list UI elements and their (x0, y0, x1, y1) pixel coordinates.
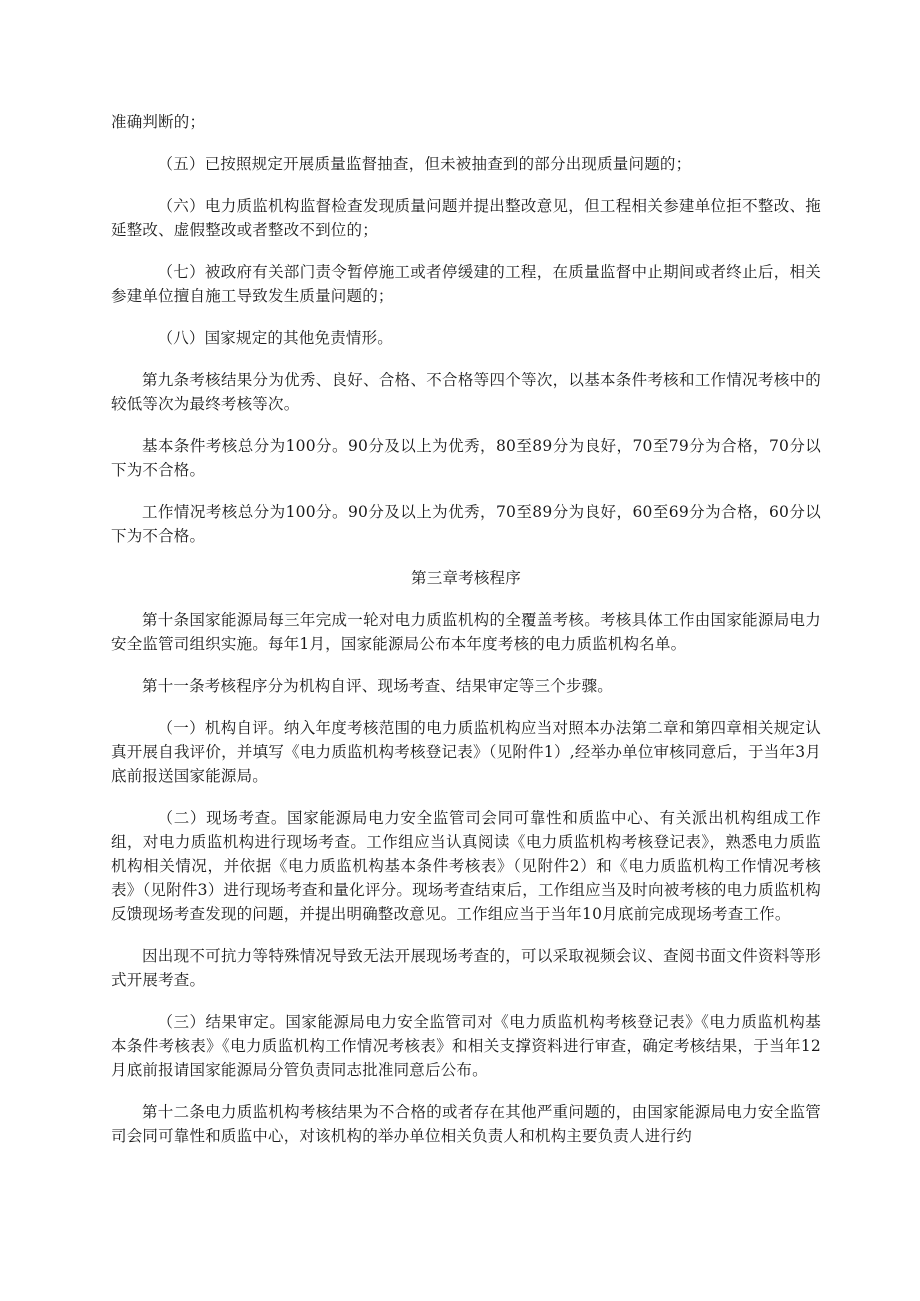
paragraph-work-score: 工作情况考核总分为100分。90分及以上为优秀，70至89分为良好，60至69分为合格，60分以下为不合格。 (111, 503, 821, 545)
paragraph-item-8: （八）国家规定的其他免责情形。 (157, 329, 394, 347)
paragraph-article-9: 第九条考核结果分为优秀、良好、合格、不合格等四个等次，以基本条件考核和工作情况考核中的较低等次为最终考核等次。 (111, 371, 821, 413)
paragraph-article-12: 第十二条电力质监机构考核结果为不合格的或者存在其他严重问题的，由国家能源局电力安全监管司会同可靠性和质监中心，对该机构的举办单位相关负责人和机构主要负责人进行约 (111, 1103, 821, 1145)
paragraph-item-5: （五）已按照规定开展质量监督抽查，但未被抽查到的部分出现质量问题的； (157, 155, 692, 173)
paragraph-step-3: （三）结果审定。国家能源局电力安全监管司对《电力质监机构考核登记表》《电力质监机构基本条件考核表》《电力质监机构工作情况考核表》和相关支撑资料进行审查，确定考核结果，于当年12月底前报请国家能源局分管负责同志批准同意后公布。 (111, 1013, 821, 1079)
paragraph-force-majeure: 因出现不可抗力等特殊情况导致无法开展现场考查的，可以采取视频会议、查阅书面文件资料等形式开展考查。 (111, 947, 821, 989)
paragraph-item-6: （六）电力质监机构监督检查发现质量问题并提出整改意见，但工程相关参建单位拒不整改、拖延整改、虚假整改或者整改不到位的； (111, 197, 821, 239)
paragraph-step-1: （一）机构自评。纳入年度考核范围的电力质监机构应当对照本办法第二章和第四章相关规定认真开展自我评价，并填写《电力质监机构考核登记表》（见附件1）,经举办单位审核同意后，于当年3月底前报送国家能源局。 (111, 719, 821, 785)
paragraph-continued: 准确判断的； (111, 113, 206, 131)
paragraph-article-10: 第十条国家能源局每三年完成一轮对电力质监机构的全覆盖考核。考核具体工作由国家能源局电力安全监管司组织实施。每年1月，国家能源局公布本年度考核的电力质监机构名单。 (111, 611, 821, 653)
paragraph-item-7: （七）被政府有关部门责令暂停施工或者停缓建的工程，在质量监督中止期间或者终止后，相关参建单位擅自施工导致发生质量问题的； (111, 263, 821, 305)
paragraph-basic-score: 基本条件考核总分为100分。90分及以上为优秀，80至89分为良好，70至79分为合格，70分以下为不合格。 (111, 437, 821, 479)
document-page (111, 110, 821, 1166)
chapter-heading: 第三章考核程序 (411, 569, 521, 587)
paragraph-step-2: （二）现场考查。国家能源局电力安全监管司会同可靠性和质监中心、有关派出机构组成工作组，对电力质监机构进行现场考查。工作组应当认真阅读《电力质监机构考核登记表》，熟悉电力质监机构相关情况，并依据《电力质监机构基本条件考核表》（见附件2）和《电力质监机构工作情况考核表》（见附件3）进行现场考查和量化评分。现场考查结束后，工作组应当及时向被考核的电力质监机构反馈现场考查发现的问题，并提出明确整改意见。工作组应当于当年10月底前完成现场考查工作。 (111, 809, 821, 923)
paragraph-article-11: 第十一条考核程序分为机构自评、现场考查、结果审定等三个步骤。 (142, 677, 614, 695)
